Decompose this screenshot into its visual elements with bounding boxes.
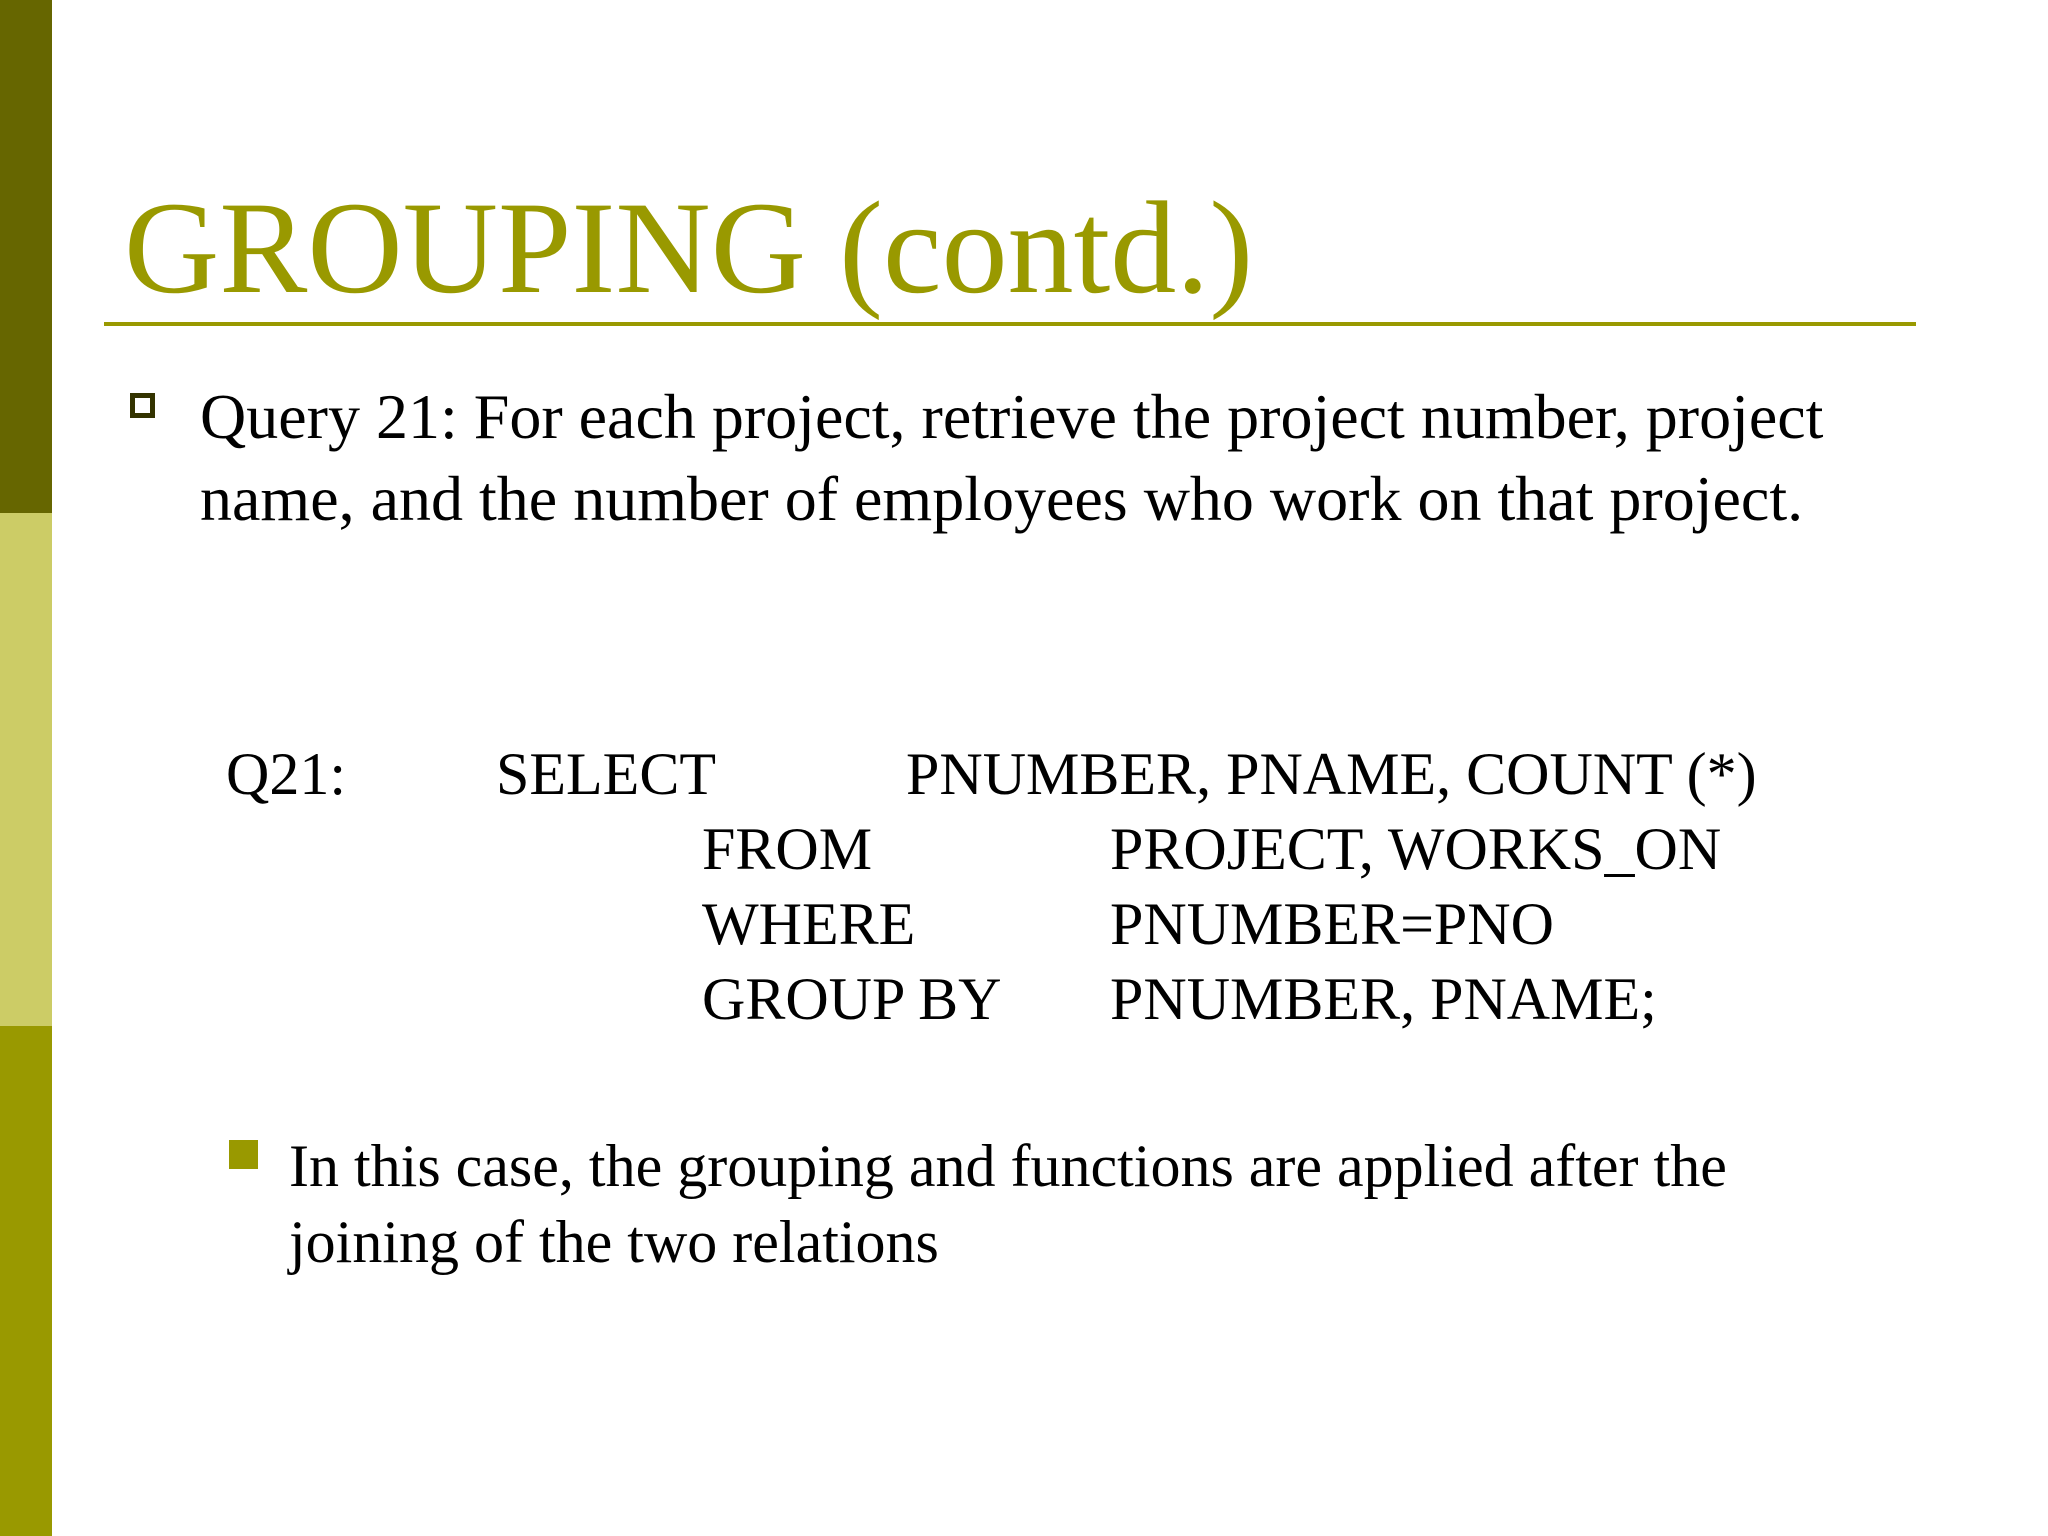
filled-square-bullet-icon <box>229 1140 258 1169</box>
accent-bar-top <box>0 0 52 513</box>
sql-select-keyword: SELECT <box>496 741 716 807</box>
slide-title: GROUPING (contd.) <box>124 174 1254 321</box>
bullet-join-note: In this case, the grouping and functions are applied after the joining of the two relations <box>289 1133 1727 1275</box>
sql-from-keyword: FROM <box>702 816 873 882</box>
sql-where-clause: PNUMBER=PNO <box>1110 891 1554 957</box>
title-underline <box>104 322 1916 326</box>
sql-from-clause: PROJECT, WORKS_ON <box>1110 816 1722 882</box>
query-label: Q21: <box>226 741 346 807</box>
sql-select-clause: PNUMBER, PNAME, COUNT (*) <box>906 741 1757 807</box>
bullet-query-description: Query 21: For each project, retrieve the project number, project name, and the number of employees who work on that project. <box>200 381 1824 534</box>
sql-group-by-clause: PNUMBER, PNAME; <box>1110 966 1657 1032</box>
accent-bar-middle <box>0 513 52 1026</box>
hollow-square-bullet-icon <box>130 393 155 418</box>
accent-bar-bottom <box>0 1026 52 1536</box>
left-accent-bar <box>0 0 52 1536</box>
sql-group-by-keyword: GROUP BY <box>702 966 1002 1032</box>
sql-where-keyword: WHERE <box>702 891 916 957</box>
